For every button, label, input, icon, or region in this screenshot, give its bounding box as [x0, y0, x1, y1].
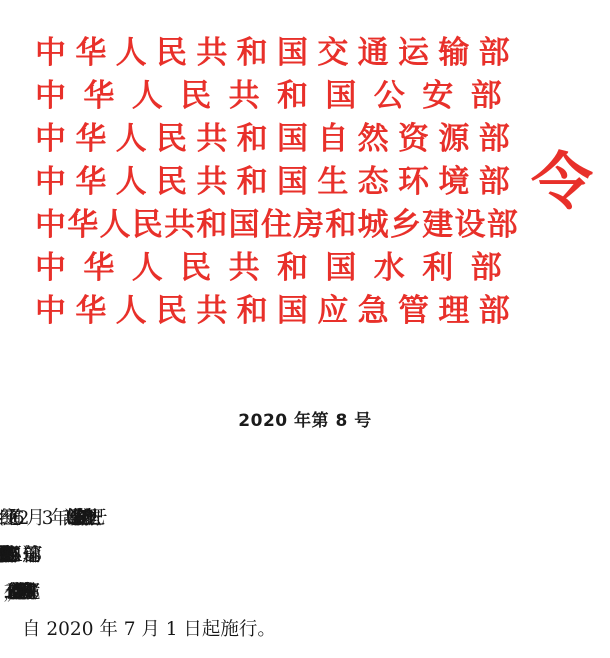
agency-line-1: 中华人民共和国交通运输部	[35, 35, 519, 71]
agency-line-3: 中华人民共和国自然资源部	[35, 121, 519, 157]
order-character: 令	[530, 145, 593, 218]
body-text	[22, 500, 588, 648]
document-serial-number: 2020 年第 8 号	[238, 411, 372, 431]
body-line-2	[22, 537, 570, 574]
agency-line-4: 中华人民共和国生态环境部	[35, 164, 519, 200]
agency-line-6: 中华人民共和国水利部	[35, 250, 519, 286]
body-line-4: 自 2020 年 7 月 1 日起施行。	[22, 619, 276, 640]
body-line-3	[22, 574, 569, 611]
agency-line-7: 中华人民共和国应急管理部	[35, 293, 519, 329]
agency-line-5: 中华人民共和国住房和城乡建设部	[35, 207, 520, 243]
agency-line-2: 中华人民共和国公安部	[35, 78, 519, 114]
masthead	[0, 32, 610, 332]
body-line-1	[22, 500, 571, 537]
